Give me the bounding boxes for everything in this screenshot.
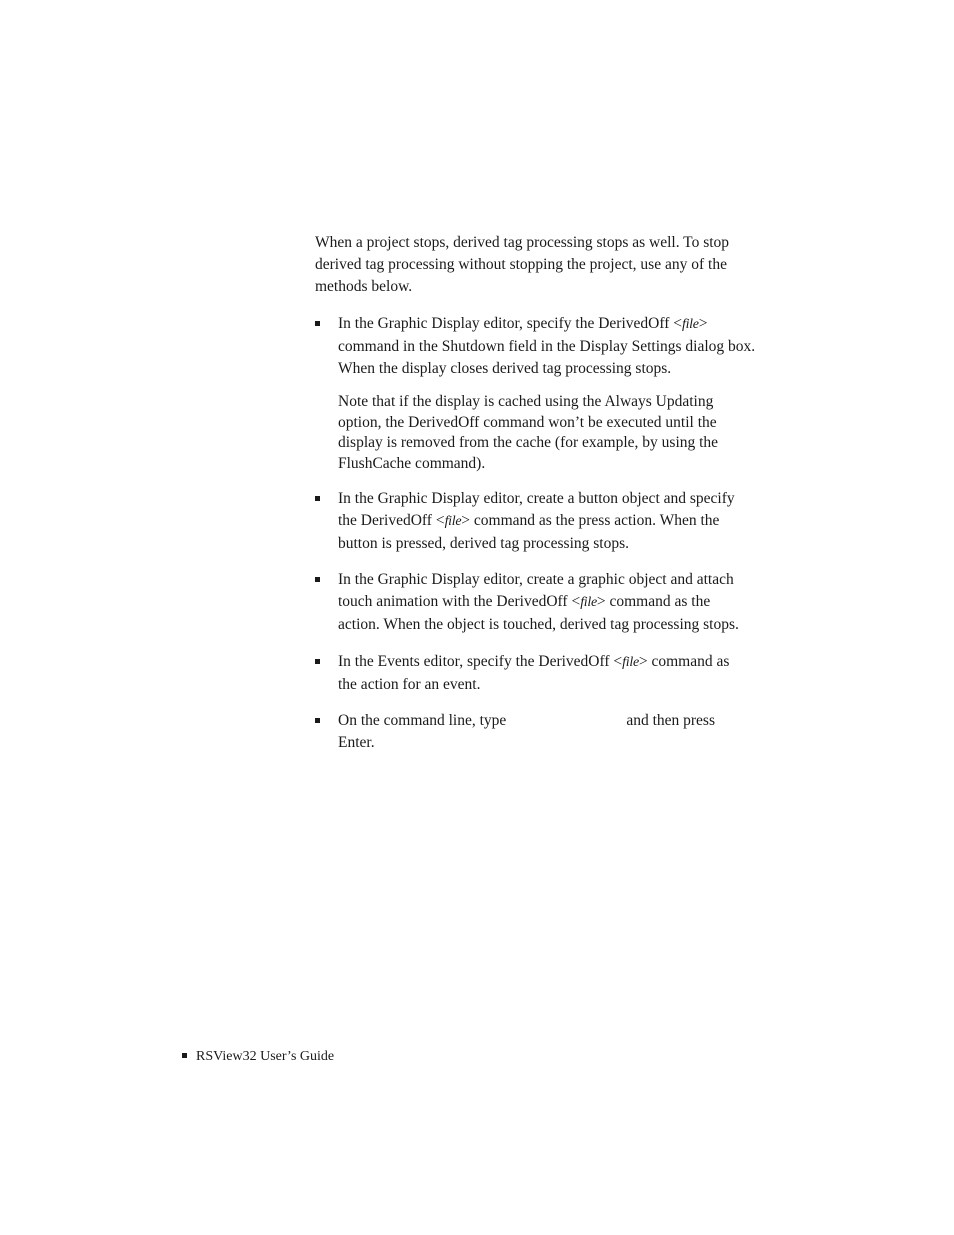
- list-item: [315, 488, 785, 555]
- item-line: action. When the object is touched, derived tag processing stops.: [338, 616, 739, 633]
- bullet-icon: [315, 659, 320, 664]
- bullet-icon: [315, 718, 320, 723]
- intro-line: methods below.: [315, 278, 413, 295]
- item-line: button is pressed, derived tag processing stops.: [338, 535, 630, 552]
- note-line: option, the DerivedOff command won’t be executed until the: [338, 413, 717, 431]
- footer-title: RSView32 User’s Guide: [196, 1049, 335, 1064]
- file-placeholder: file: [444, 514, 462, 529]
- note-line: FlushCache command).: [338, 454, 486, 472]
- item-line: On the command line, type and then press: [338, 712, 715, 729]
- item-line: the action for an event.: [338, 676, 481, 693]
- item-line: In the Graphic Display editor, create a graphic object and attach: [338, 571, 734, 588]
- file-placeholder: file: [622, 655, 639, 670]
- page-footer: [182, 1047, 334, 1067]
- item-line: In the Graphic Display editor, specify the DerivedOff <file>: [338, 315, 708, 332]
- bullet-icon: [315, 321, 320, 326]
- item-line: In the Events editor, specify the DerivedOff <file> command as: [338, 653, 730, 670]
- item-line: the DerivedOff <file> command as the press action. When the: [338, 512, 720, 529]
- item-line: Enter.: [338, 734, 375, 751]
- item-line: touch animation with the DerivedOff <file> command as the: [338, 593, 711, 610]
- list-item: [315, 569, 785, 636]
- item-line: command in the Shutdown field in the Display Settings dialog box.: [338, 338, 756, 355]
- note-paragraph: [338, 392, 788, 474]
- bullet-icon: [315, 496, 320, 501]
- item-line: When the display closes derived tag processing stops.: [338, 360, 672, 377]
- list-item: [315, 313, 785, 380]
- intro-line: derived tag processing without stopping the project, use any of the: [315, 256, 727, 273]
- file-placeholder: file: [682, 317, 699, 332]
- file-placeholder: file: [580, 595, 597, 610]
- footer-bullet-icon: [182, 1053, 187, 1058]
- list-item: [315, 651, 785, 696]
- intro-paragraph: [315, 232, 785, 298]
- bullet-icon: [315, 577, 320, 582]
- note-line: Note that if the display is cached using the Always Updating: [338, 393, 714, 410]
- note-line: display is removed from the cache (for example, by using the: [338, 434, 719, 451]
- list-item: [315, 710, 785, 754]
- item-line: In the Graphic Display editor, create a button object and specify: [338, 490, 735, 507]
- intro-line: When a project stops, derived tag processing stops as well. To stop: [315, 234, 730, 251]
